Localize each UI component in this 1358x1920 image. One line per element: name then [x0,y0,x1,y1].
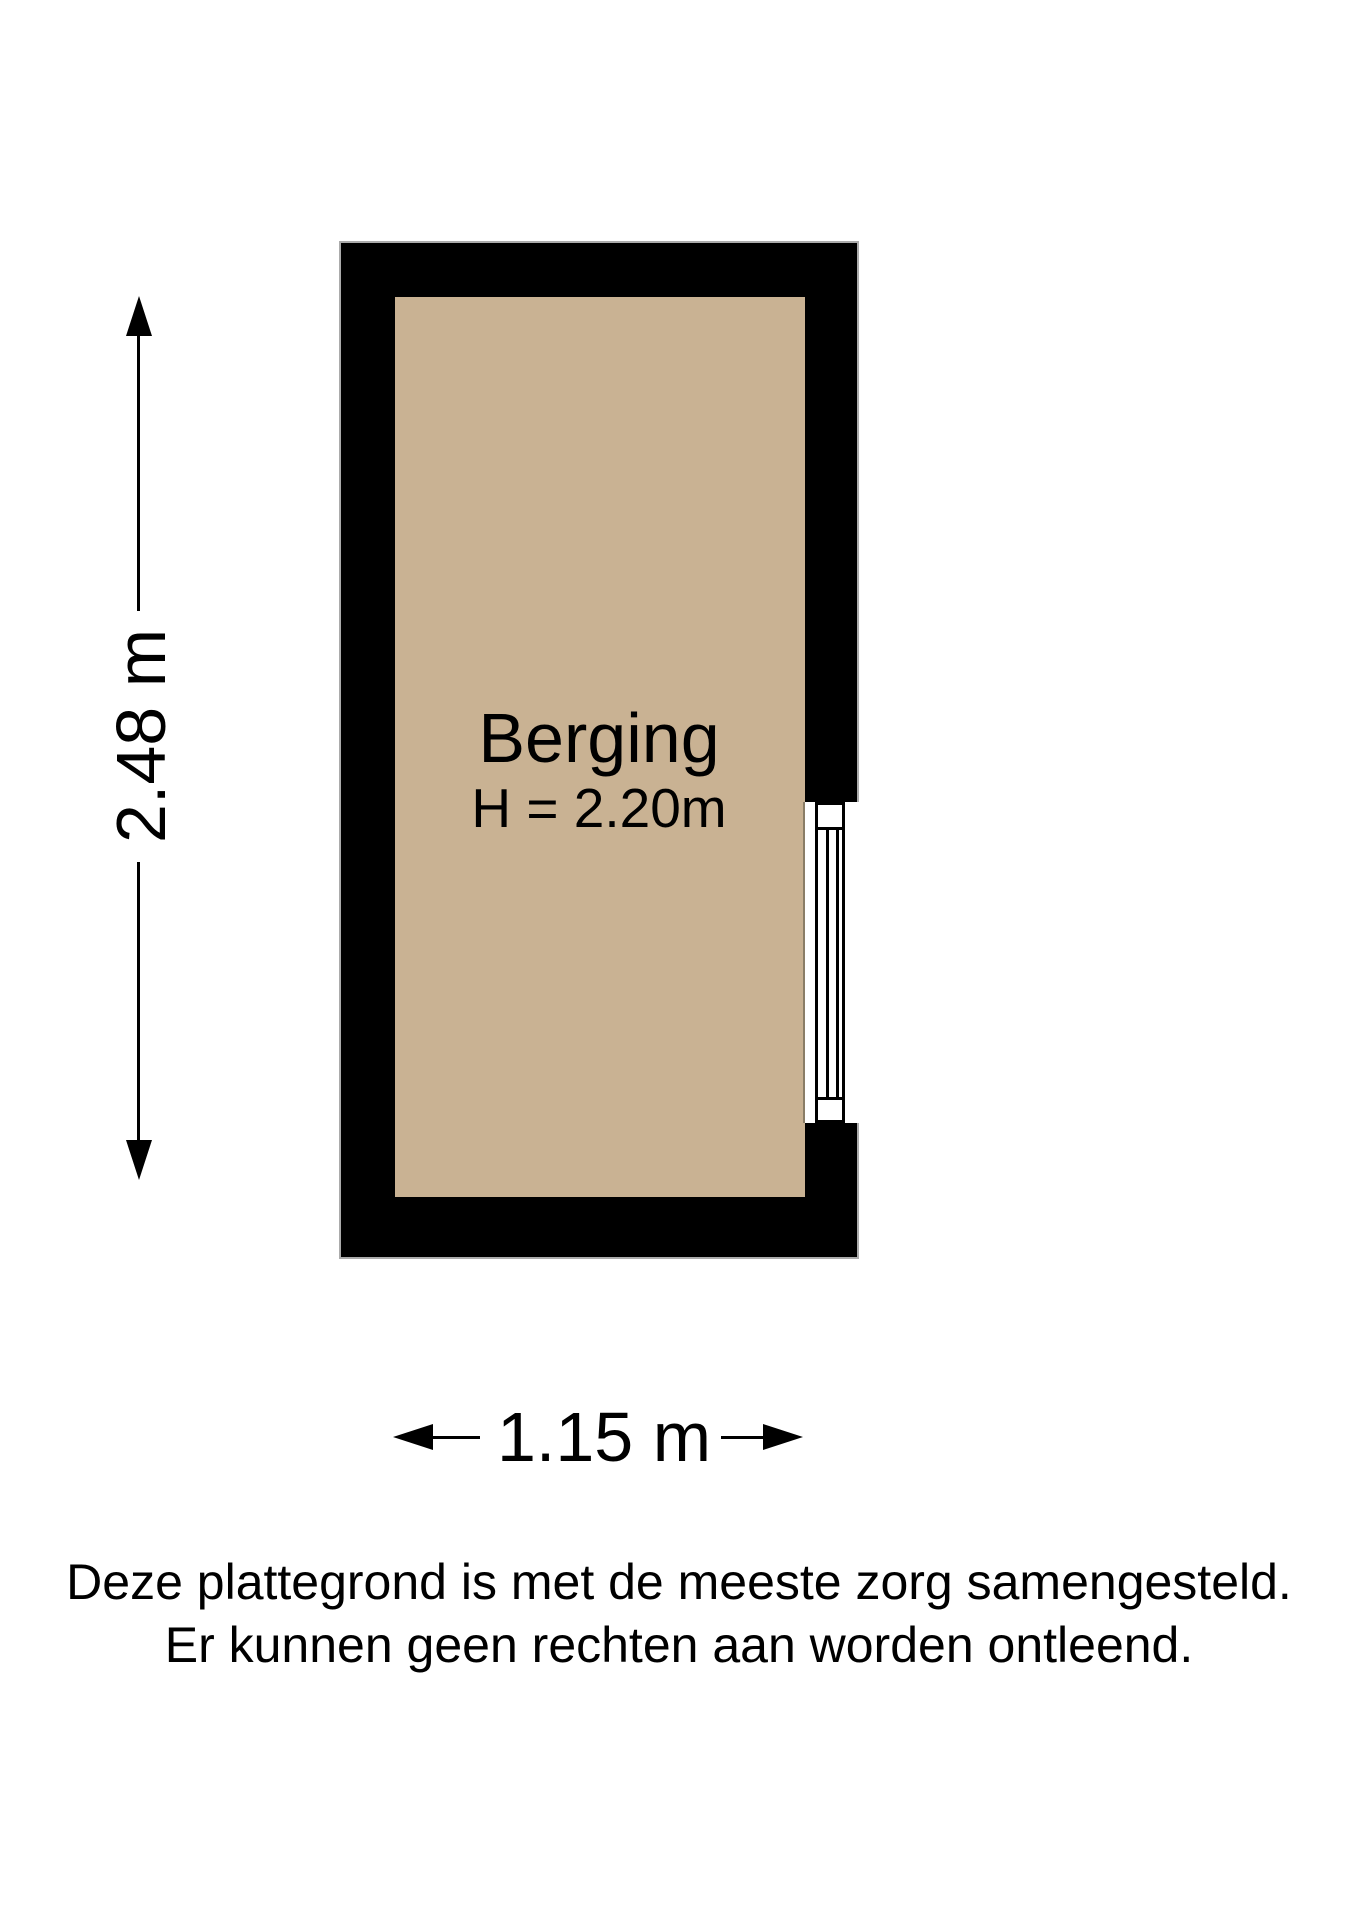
vertical-dimension-line-lower [137,862,140,1141]
arrow-down-icon [126,1140,152,1180]
disclaimer-line-2: Er kunnen geen rechten aan worden ontleend. [164,1617,1194,1673]
arrow-up-icon [126,296,152,336]
horizontal-dimension-line-left [432,1436,480,1439]
disclaimer [0,1551,1358,1677]
arrow-right-icon [763,1424,803,1450]
floor-edge-line [803,802,805,1123]
vertical-dimension-line-upper [137,335,140,611]
arrow-left-icon [393,1424,433,1450]
room-label [341,701,857,841]
vertical-dimension-label: 2.48 m [102,629,180,843]
room-height-label: H = 2.20m [471,777,727,839]
window-glass-line [826,830,829,1097]
horizontal-dimension-line-right [721,1436,766,1439]
horizontal-dimension-label: 1.15 m [497,1398,711,1476]
window-icon [815,802,845,1123]
window-glass-line [836,830,839,1097]
room-name-label: Berging [478,699,720,777]
window-frame-cap-bottom [818,1097,842,1100]
disclaimer-line-1: Deze plattegrond is met de meeste zorg samengesteld. [66,1554,1292,1610]
